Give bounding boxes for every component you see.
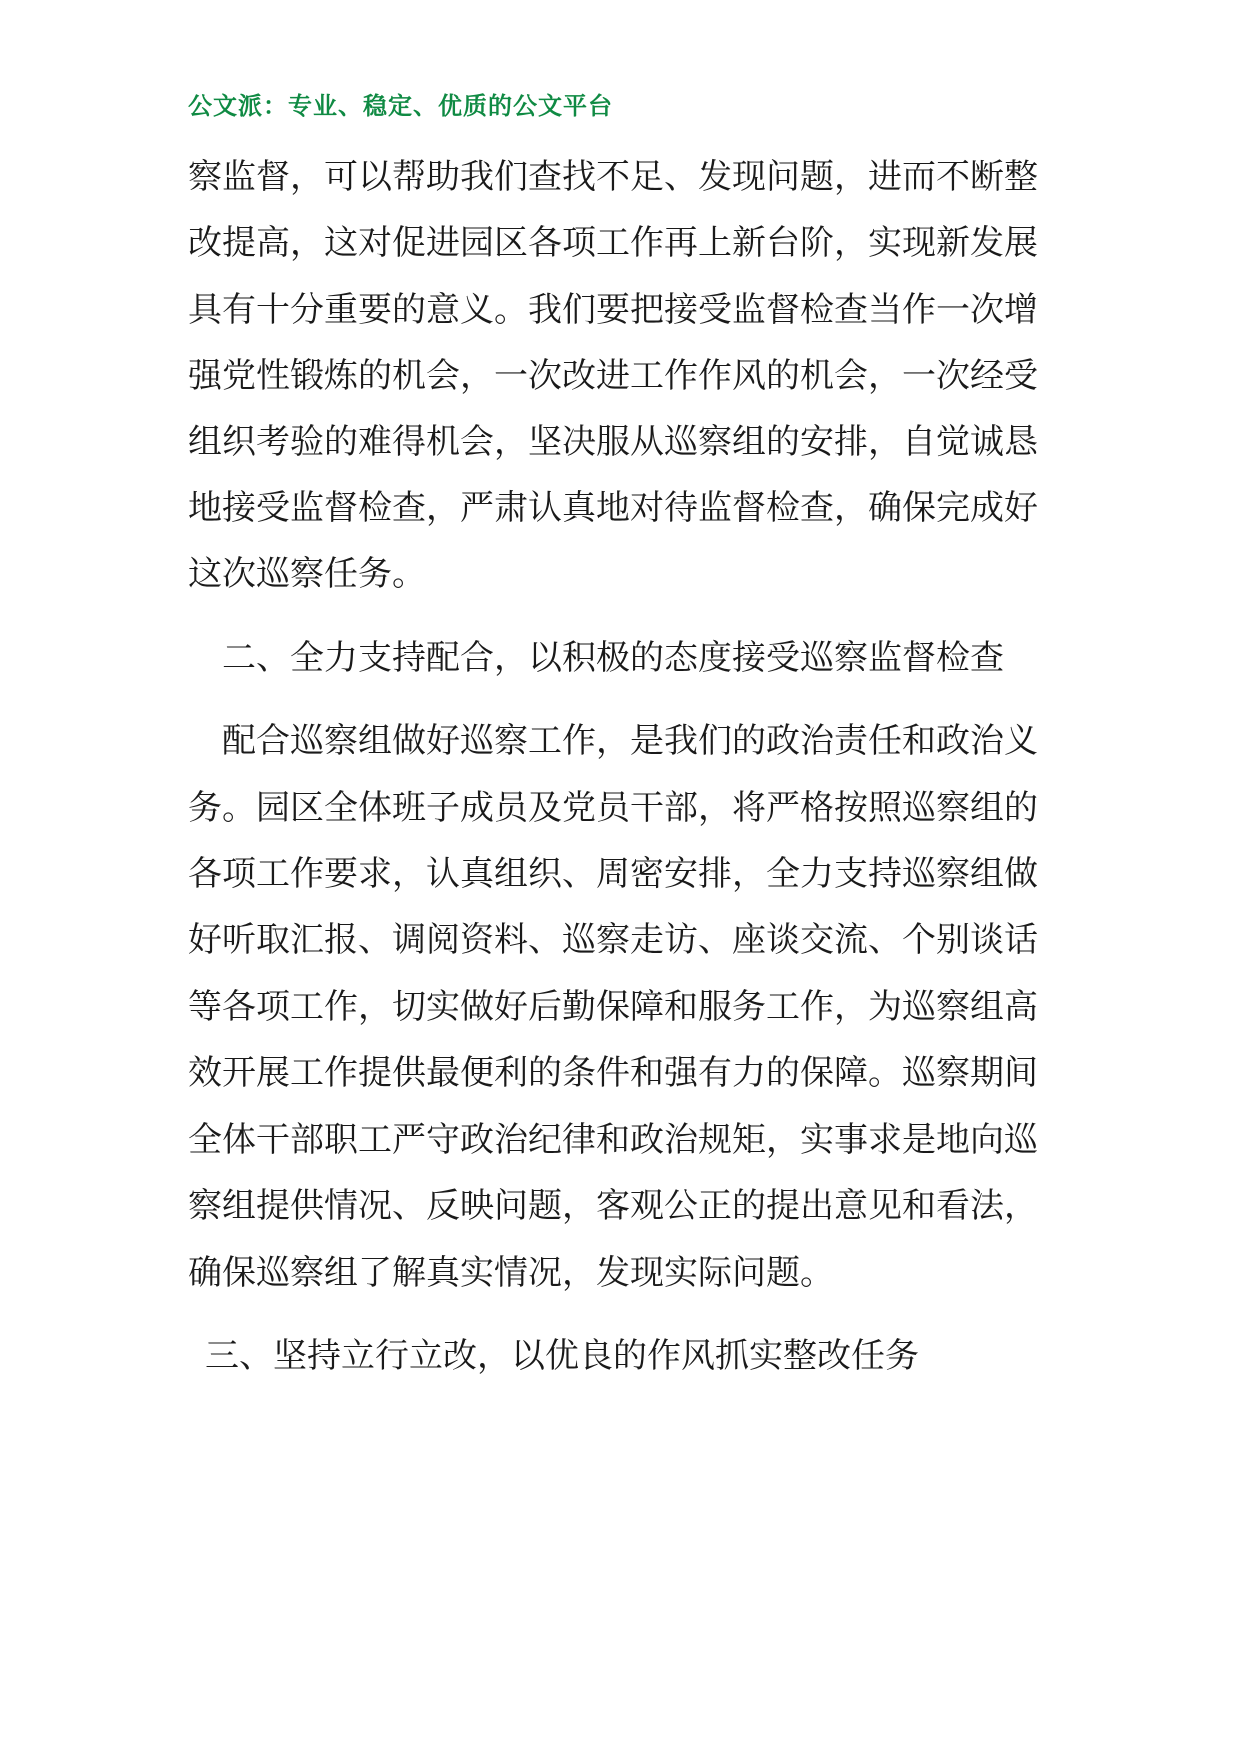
paragraph1-line-6: 地接受监督检查，严肃认真地对待监督检查，确保完成好	[188, 488, 1038, 528]
paragraph2-line-4: 好听取汇报、调阅资料、巡察走访、座谈交流、个别谈话	[188, 920, 1038, 960]
paragraph1-line-3: 具有十分重要的意义。我们要把接受监督检查当作一次增	[188, 290, 1038, 330]
site-header-tagline: 公文派：专业、稳定、优质的公文平台	[188, 92, 613, 120]
paragraph2-line-9: 确保巡察组了解真实情况，发现实际问题。	[188, 1253, 834, 1293]
paragraph2-line-7: 全体干部职工严守政治纪律和政治规矩，实事求是地向巡	[188, 1120, 1038, 1160]
paragraph1-line-5: 组织考验的难得机会，坚决服从巡察组的安排，自觉诚恳	[188, 422, 1038, 462]
paragraph2-line-2: 务。园区全体班子成员及党员干部，将严格按照巡察组的	[188, 788, 1038, 828]
paragraph2-line-1: 配合巡察组做好巡察工作，是我们的政治责任和政治义	[222, 721, 1038, 761]
paragraph1-line-2: 改提高，这对促进园区各项工作再上新台阶，实现新发展	[188, 223, 1038, 263]
section-heading-3: 三、坚持立行立改，以优良的作风抓实整改任务	[205, 1336, 919, 1376]
paragraph1-line-7: 这次巡察任务。	[188, 554, 426, 594]
paragraph1-line-1: 察监督，可以帮助我们查找不足、发现问题，进而不断整	[188, 157, 1038, 197]
paragraph1-line-4: 强党性锻炼的机会，一次改进工作作风的机会，一次经受	[188, 356, 1038, 396]
paragraph2-line-6: 效开展工作提供最便利的条件和强有力的保障。巡察期间	[188, 1053, 1038, 1093]
paragraph2-line-5: 等各项工作，切实做好后勤保障和服务工作，为巡察组高	[188, 987, 1038, 1027]
paragraph2-line-3: 各项工作要求，认真组织、周密安排，全力支持巡察组做	[188, 854, 1038, 894]
paragraph2-line-8: 察组提供情况、反映问题，客观公正的提出意见和看法，	[188, 1186, 1038, 1226]
section-heading-2: 二、全力支持配合，以积极的态度接受巡察监督检查	[222, 638, 1004, 678]
